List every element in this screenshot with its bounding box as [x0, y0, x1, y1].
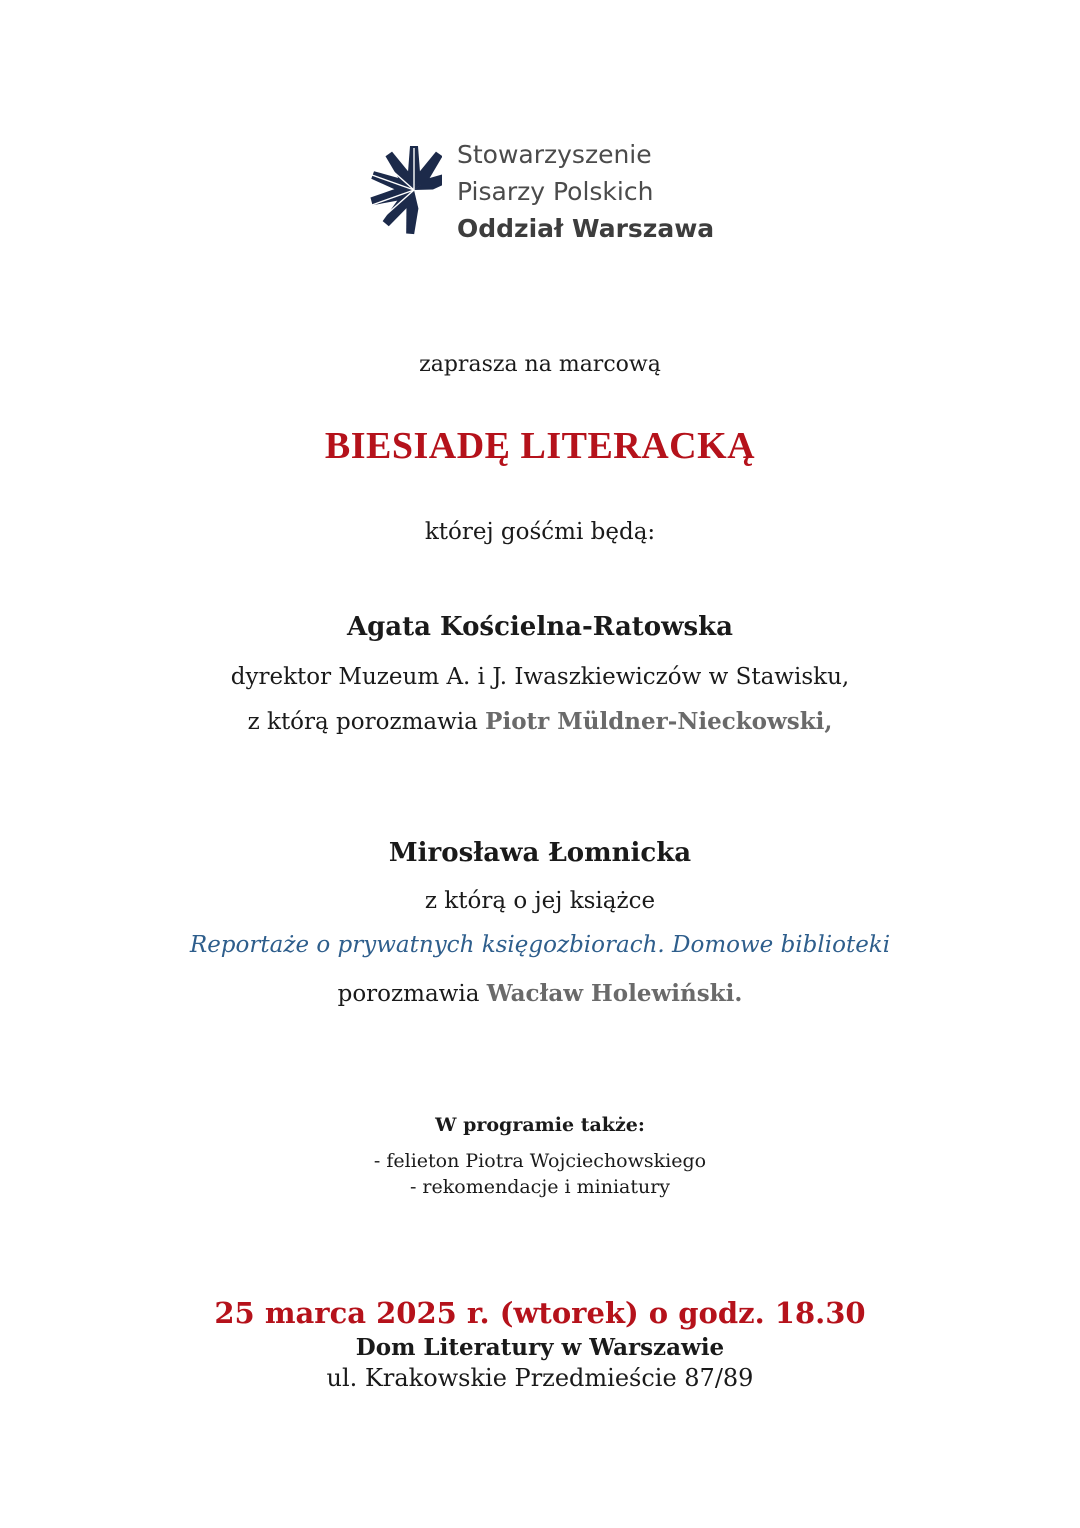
- guest2-host-name: Wacław Holewiński.: [486, 980, 743, 1007]
- event-venue: Dom Literatury w Warszawie: [355, 1334, 725, 1361]
- program-item: - felieton Piotra Wojciechowskiego: [373, 1150, 707, 1172]
- guest1-name: Agata Kościelna-Ratowska: [346, 612, 734, 642]
- organization-name: [457, 136, 714, 247]
- pen-nib-fan-icon: [362, 128, 442, 252]
- guest2-name: Mirosława Łomnicka: [388, 838, 692, 868]
- guest1-host-name: Piotr Müldner-Nieckowski,: [485, 708, 833, 735]
- guest2-book-title: Reportaże o prywatnych księgozbiorach. Domowe biblioteki: [189, 932, 891, 958]
- guests-intro: której gośćmi będą:: [424, 519, 656, 545]
- guest2-host-prefix: porozmawia: [337, 981, 480, 1007]
- guest2-host-line: [0, 980, 1080, 1007]
- program-item: - rekomendacje i miniatury: [409, 1176, 671, 1198]
- guest1-host-line: [0, 708, 1080, 735]
- event-address: ul. Krakowskie Przedmieście 87/89: [326, 1364, 754, 1392]
- guest2-book-prefix: z którą o jej książce: [424, 888, 656, 914]
- guest1-host-prefix: z którą porozmawia: [247, 709, 478, 735]
- event-date: 25 marca 2025 r. (wtorek) o godz. 18.30: [214, 1296, 866, 1330]
- organization-name-line1: Stowarzyszenie: [457, 140, 652, 169]
- organization-branch: Oddział Warszawa: [457, 214, 715, 243]
- invite-text: zaprasza na marcową: [419, 352, 661, 377]
- program-heading: W programie także:: [435, 1114, 645, 1136]
- organization-name-line2: Pisarzy Polskich: [457, 177, 654, 206]
- organization-logo: [362, 128, 742, 258]
- event-title: BIESIADĘ LITERACKĄ: [324, 425, 756, 467]
- guest1-description: dyrektor Muzeum A. i J. Iwaszkiewiczów w Stawisku,: [230, 664, 850, 690]
